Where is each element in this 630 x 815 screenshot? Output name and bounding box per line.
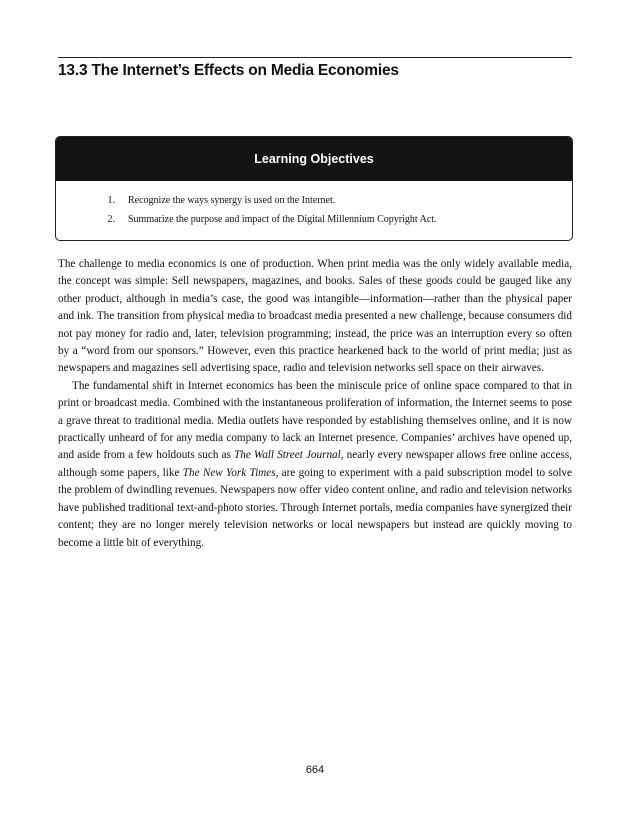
section-heading: 13.3 The Internet’s Effects on Media Economies: [58, 62, 399, 79]
list-item-text: Recognize the ways synergy is used on the Internet.: [128, 195, 336, 206]
list-item-number: 2.: [107, 214, 115, 225]
paragraph: [58, 378, 572, 552]
list-item-number: 1.: [107, 195, 115, 206]
learning-objectives-list: [56, 191, 572, 229]
heading-rule: [58, 57, 572, 58]
learning-objectives-header: [56, 137, 572, 181]
paragraph-text: , are going to experiment with a paid subscription model to solve the problem of dwindling revenues. Newspapers now offer video content online, and radio and television networks have published traditional text-and-photo stories. Through Internet portals, media companies have synergized their content; they are no longer merely television networks or local newspapers but instead are quickly moving to become a little bit of everything.: [58, 466, 572, 549]
learning-objectives-box: [55, 136, 573, 241]
learning-objectives-title: Learning Objectives: [254, 152, 374, 166]
publication-title: The Wall Street Journal: [234, 449, 341, 462]
list-item: [56, 191, 572, 210]
paragraph-text: , nearly every newspaper allows free online access, although some papers, like: [58, 449, 572, 479]
paragraph-text: The fundamental shift in Internet economics has been the miniscule price of online space compared to that in print or broadcast media. Combined with the instantaneous proliferation of information, the Internet seems to pose a grave threat to traditional media. Media outlets have responded by establishing themselves online, and it is now practically unheard of for any media company to lack an Internet presence. Companies’ archives have opened up, and aside from a few holdouts such as: [58, 379, 572, 462]
publication-title: The New York Times: [182, 466, 276, 479]
page-number: 664: [305, 764, 325, 776]
list-item-text: Summarize the purpose and impact of the Digital Millennium Copyright Act.: [128, 214, 437, 225]
list-item: [56, 210, 572, 229]
body-text: [58, 256, 572, 552]
paragraph: The challenge to media economics is one of production. When print media was the only widely available media, the concept was simple: Sell newspapers, magazines, and books. Sales of these goods could be gauged like any other product, although in media’s case, the good was intangible—information—rather than the physical paper and ink. The transition from physical media to broadcast media presented a new challenge, because consumers did not pay money for radio and, later, television programming; instead, the price was an interruption every so often by a “word from our sponsors.” However, even this practice hearkened back to the world of print media; just as newspapers and magazines sell advertising space, radio and television networks sell space on their airwaves.: [58, 258, 572, 375]
